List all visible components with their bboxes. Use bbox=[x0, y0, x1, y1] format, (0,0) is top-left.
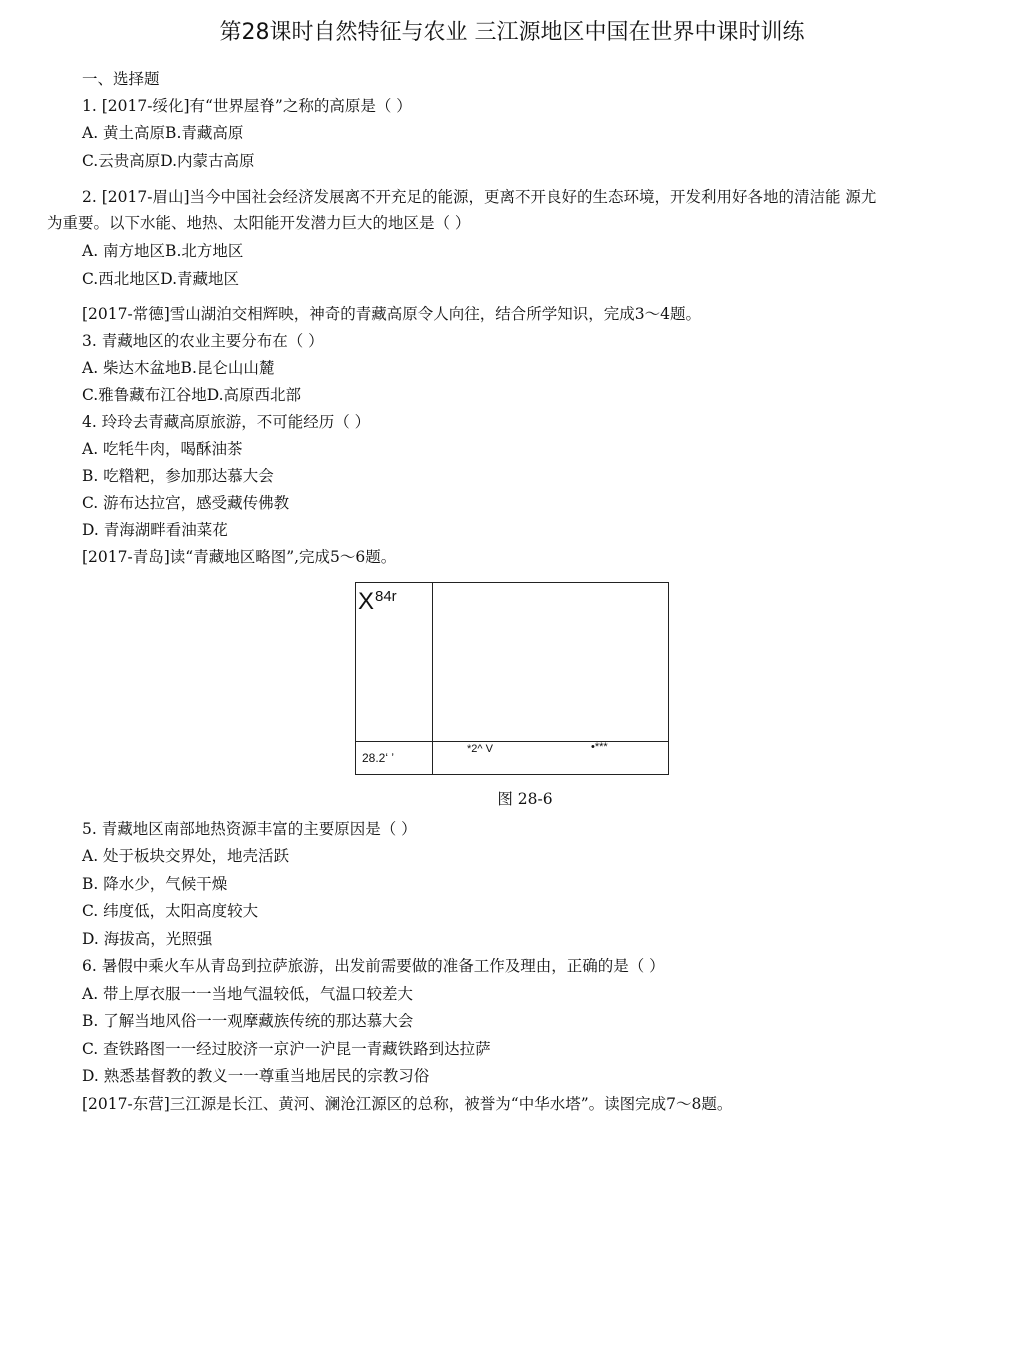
section-heading: 一、选择题 bbox=[82, 70, 160, 88]
q2-options-ab: A. 南方地区B.北方地区 bbox=[82, 242, 244, 260]
question-5: 5. 青藏地区南部地热资源丰富的主要原因是（ ） bbox=[82, 820, 417, 838]
map-label-x: X bbox=[358, 588, 375, 615]
q4-option-c: C. 游布达拉宫，感受藏传佛教 bbox=[82, 494, 290, 512]
figure-caption: 图 28-6 bbox=[497, 790, 553, 808]
q3-options-ab: A. 柴达木盆地B.昆仑山山麓 bbox=[82, 359, 275, 377]
q3-options-cd: C.雅鲁藏布江谷地D.高原西北部 bbox=[82, 386, 302, 404]
question-4: 4. 玲玲去青藏高原旅游，不可能经历（ ） bbox=[82, 413, 371, 431]
q6-option-c: C. 查铁路图一一经过胶济一京沪一沪昆一青藏铁路到达拉萨 bbox=[82, 1040, 491, 1058]
passage-dongying: [2017-东营]三江源是长江、黄河、澜沧江源区的总称，被誉为“中华水塔”。读图完成7～8题。 bbox=[82, 1095, 733, 1113]
q5-option-a: A. 处于板块交界处，地壳活跃 bbox=[82, 847, 290, 865]
q4-option-a: A. 吃牦牛肉，喝酥油茶 bbox=[82, 440, 243, 458]
q6-option-b: B. 了解当地风俗一一观摩藏族传统的那达慕大会 bbox=[82, 1012, 414, 1030]
q6-option-d: D. 熟悉基督教的教义一一尊重当地居民的宗教习俗 bbox=[82, 1067, 430, 1085]
q5-option-d: D. 海拔高，光照强 bbox=[82, 930, 213, 948]
q6-option-a: A. 带上厚衣服一一当地气温较低，气温口较差大 bbox=[82, 985, 414, 1003]
map-label-84: 84r bbox=[375, 588, 397, 605]
map-horizontal-line bbox=[356, 741, 668, 742]
q1-options-cd: C.云贵高原D.内蒙古高原 bbox=[82, 152, 255, 170]
q5-option-c: C. 纬度低，太阳高度较大 bbox=[82, 902, 259, 920]
question-3: 3. 青藏地区的农业主要分布在（ ） bbox=[82, 332, 324, 350]
page-title: 第28课时自然特征与农业 三江源地区中国在世界中课时训练 bbox=[219, 20, 805, 45]
q5-option-b: B. 降水少，气候干燥 bbox=[82, 875, 228, 893]
map-label-2v: *2^ V bbox=[467, 743, 493, 755]
question-2: 2. [2017-眉山]当今中国社会经济发展离不开充足的能源，更离不开良好的生态环境，开发利用好各地的清洁能 源尤 bbox=[82, 188, 877, 206]
q4-option-b: B. 吃糌粑，参加那达慕大会 bbox=[82, 467, 274, 485]
passage-changde: [2017-常德]雪山湖泊交相辉映，神奇的青藏高原令人向往，结合所学知识，完成3～4题。 bbox=[82, 305, 702, 323]
q4-option-d: D. 青海湖畔看油菜花 bbox=[82, 521, 228, 539]
q2-options-cd: C.西北地区D.青藏地区 bbox=[82, 270, 240, 288]
question-6: 6. 暑假中乘火车从青岛到拉萨旅游，出发前需要做的准备工作及理由，正确的是（ ） bbox=[82, 957, 665, 975]
question-2-cont: 为重要。以下水能、地热、太阳能开发潜力巨大的地区是（ ） bbox=[47, 214, 471, 232]
question-1: 1. [2017-绥化]有“世界屋脊”之称的高原是（ ） bbox=[82, 97, 412, 115]
q1-options-ab: A. 黄土高原B.青藏高原 bbox=[82, 124, 244, 142]
map-vertical-line bbox=[432, 583, 433, 774]
passage-qingdao: [2017-青岛]读“青藏地区略图”,完成5～6题。 bbox=[82, 548, 397, 566]
map-label-dots: •*** bbox=[591, 741, 608, 753]
map-label-latitude: 28.2ʻ ʼ bbox=[362, 751, 395, 765]
qingzang-map-figure bbox=[355, 582, 669, 775]
